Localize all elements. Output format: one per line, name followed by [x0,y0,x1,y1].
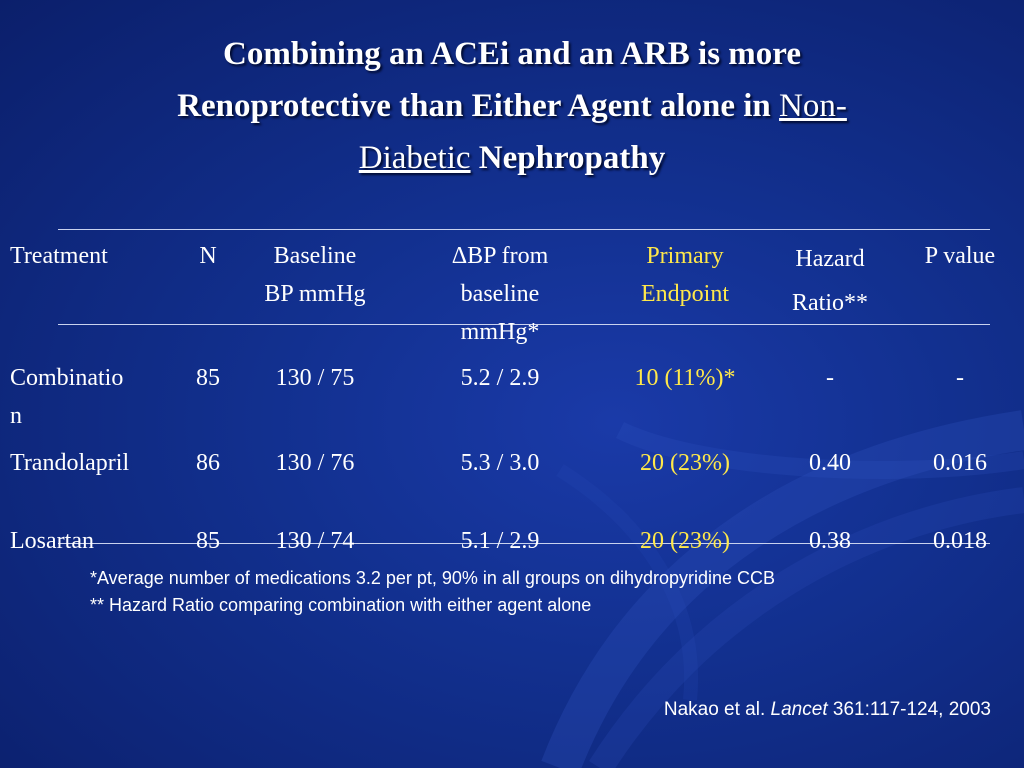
row-n: 85 [196,365,220,391]
row-n: 86 [196,450,220,476]
row-delta-bp: 5.3 / 3.0 [460,450,540,476]
header-n: N [199,243,217,269]
row-n: 85 [196,528,220,554]
header-primary-endpoint [605,237,765,313]
header-primary-line2: Endpoint [641,281,729,307]
footnote-hazard-ratio: ** Hazard Ratio comparing combination with either agent alone [90,595,592,615]
row-baseline: 130 / 75 [275,365,355,391]
row-hazard-ratio: 0.38 [809,528,851,554]
row-treatment: Trandolapril [10,450,130,476]
header-hazard-line1: Hazard [795,246,865,272]
row-baseline: 130 / 74 [275,528,355,554]
citation [664,699,991,721]
header-delta-bp [420,237,580,351]
title-line-2 [40,80,984,132]
header-delta-bp-line3: mmHg* [460,319,540,345]
header-hazard-ratio [770,237,890,325]
header-treatment: Treatment [10,243,108,269]
row-treatment-line1: Combinatio [10,365,124,391]
title-line-2-text: Renoprotective than Either Agent alone in [177,88,771,124]
footnotes [90,565,775,619]
header-baseline-line2: BP mmHg [264,281,366,307]
row-hazard-ratio: - [826,365,834,391]
header-delta-bp-line2: baseline [460,281,540,307]
title-line-3 [40,132,984,184]
row-primary-endpoint: 20 (23%) [640,528,730,554]
header-p-value: P value [924,243,996,269]
header-baseline-line1: Baseline [273,243,357,269]
row-treatment [10,359,123,435]
row-p-value: 0.018 [933,528,987,554]
header-hazard-line2: Ratio** [792,290,868,316]
title-line-3-text: Nephropathy [478,140,666,176]
row-treatment: Losartan [10,528,94,554]
title-non-link[interactable]: Non- [779,88,847,124]
title-diabetic-link[interactable]: Diabetic [358,140,471,176]
row-p-value: 0.016 [933,450,987,476]
row-primary-endpoint: 10 (11%)* [634,365,736,391]
citation-journal: Lancet [770,699,828,720]
row-hazard-ratio: 0.40 [809,450,851,476]
row-baseline: 130 / 76 [275,450,355,476]
header-delta-bp-line1: ΔBP from [451,243,549,269]
row-treatment-line2: n [10,403,22,429]
header-primary-line1: Primary [646,243,724,269]
header-baseline [235,237,395,313]
title-line-1: Combining an ACEi and an ARB is more [223,36,801,72]
citation-authors: Nakao et al. [663,699,766,720]
row-delta-bp: 5.1 / 2.9 [460,528,540,554]
citation-reference: 361:117-124, 2003 [832,699,991,720]
row-delta-bp: 5.2 / 2.9 [460,365,540,391]
table-top-rule [58,229,990,230]
slide-title [40,28,984,184]
row-p-value: - [956,365,964,391]
footnote-medications: *Average number of medications 3.2 per pt, 90% in all groups on dihydropyridine CCB [90,568,776,588]
row-primary-endpoint: 20 (23%) [640,450,730,476]
